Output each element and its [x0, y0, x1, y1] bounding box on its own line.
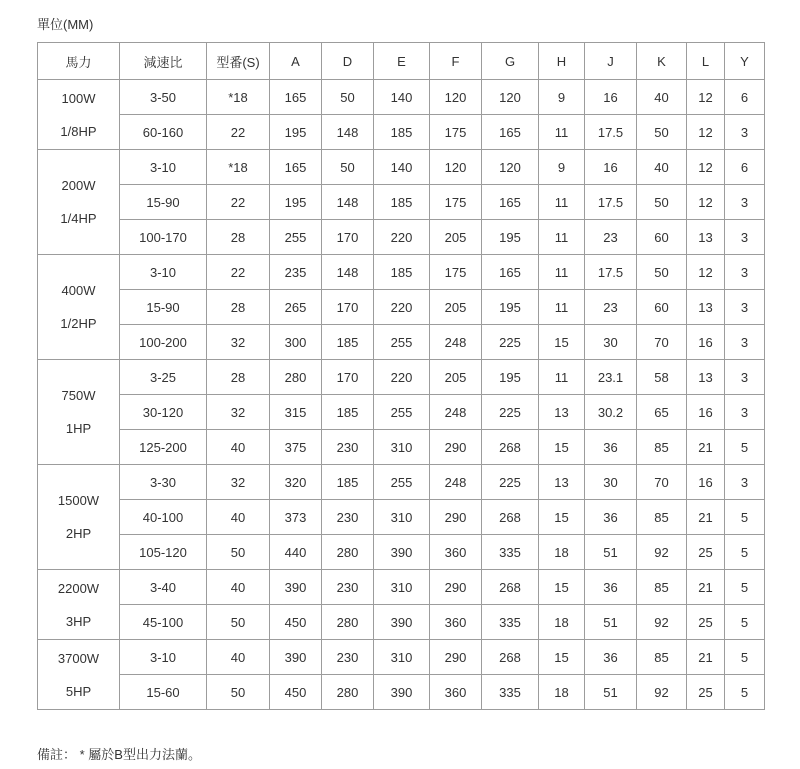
value-cell: 16 [687, 325, 725, 360]
table-row [38, 605, 765, 640]
value-cell: 85 [637, 500, 687, 535]
value-cell: 390 [374, 605, 430, 640]
power-line: 1HP [65, 421, 92, 436]
value-cell: 268 [482, 430, 539, 465]
value-cell: 13 [539, 395, 585, 430]
value-cell: 6 [725, 80, 765, 115]
value-cell: 3 [725, 255, 765, 290]
value-cell: 310 [374, 500, 430, 535]
value-cell: 36 [585, 430, 637, 465]
value-cell: 140 [374, 150, 430, 185]
value-cell: 9 [539, 80, 585, 115]
ratio-cell: 3-10 [120, 640, 207, 675]
ratio-cell: 15-90 [120, 290, 207, 325]
value-cell: 360 [430, 535, 482, 570]
value-cell: 120 [430, 150, 482, 185]
value-cell: 92 [637, 675, 687, 710]
ratio-cell: 30-120 [120, 395, 207, 430]
value-cell: 280 [322, 605, 374, 640]
value-cell: 60 [637, 290, 687, 325]
value-cell: 15 [539, 640, 585, 675]
value-cell: 36 [585, 640, 637, 675]
value-cell: 40 [207, 500, 270, 535]
value-cell: 225 [482, 395, 539, 430]
value-cell: 120 [482, 150, 539, 185]
value-cell: 120 [430, 80, 482, 115]
ratio-cell: 3-50 [120, 80, 207, 115]
table-row [38, 465, 765, 500]
value-cell: 3 [725, 220, 765, 255]
value-cell: 195 [482, 220, 539, 255]
value-cell: 230 [322, 500, 374, 535]
value-cell: 6 [725, 150, 765, 185]
value-cell: 280 [270, 360, 322, 395]
value-cell: 92 [637, 535, 687, 570]
value-cell: 175 [430, 185, 482, 220]
value-cell: 70 [637, 325, 687, 360]
value-cell: 3 [725, 465, 765, 500]
column-header-1: 減速比 [120, 43, 207, 80]
value-cell: 9 [539, 150, 585, 185]
power-line: 3HP [65, 613, 92, 629]
value-cell: 51 [585, 675, 637, 710]
value-cell: 51 [585, 535, 637, 570]
value-cell: 51 [585, 605, 637, 640]
ratio-cell: 3-10 [120, 150, 207, 185]
value-cell: 165 [482, 115, 539, 150]
value-cell: 195 [482, 360, 539, 395]
value-cell: 11 [539, 185, 585, 220]
table-row [38, 395, 765, 430]
value-cell: 12 [687, 185, 725, 220]
column-header-8: H [539, 43, 585, 80]
value-cell: 255 [374, 325, 430, 360]
value-cell: 16 [585, 150, 637, 185]
value-cell: 30.2 [585, 395, 637, 430]
spec-table [37, 42, 765, 710]
value-cell: 360 [430, 675, 482, 710]
value-cell: 335 [482, 535, 539, 570]
value-cell: 23 [585, 220, 637, 255]
value-cell: 28 [207, 360, 270, 395]
value-cell: 22 [207, 255, 270, 290]
ratio-cell: 3-40 [120, 570, 207, 605]
value-cell: 335 [482, 675, 539, 710]
value-cell: 3 [725, 115, 765, 150]
value-cell: 220 [374, 360, 430, 395]
column-header-0: 馬力 [38, 43, 120, 80]
table-row [38, 80, 765, 115]
value-cell: 21 [687, 500, 725, 535]
value-cell: 175 [430, 255, 482, 290]
value-cell: 255 [270, 220, 322, 255]
value-cell: 300 [270, 325, 322, 360]
value-cell: 13 [687, 360, 725, 395]
value-cell: 17.5 [585, 185, 637, 220]
value-cell: 3 [725, 395, 765, 430]
value-cell: 16 [585, 80, 637, 115]
value-cell: 50 [207, 605, 270, 640]
value-cell: 50 [322, 150, 374, 185]
value-cell: 170 [322, 360, 374, 395]
value-cell: 280 [322, 535, 374, 570]
ratio-cell: 40-100 [120, 500, 207, 535]
value-cell: 18 [539, 535, 585, 570]
value-cell: 16 [687, 395, 725, 430]
value-cell: 195 [270, 185, 322, 220]
value-cell: 268 [482, 500, 539, 535]
value-cell: 225 [482, 325, 539, 360]
footnote: 備註： * 屬於B型出力法蘭。 [37, 747, 201, 762]
value-cell: 85 [637, 570, 687, 605]
value-cell: 148 [322, 115, 374, 150]
ratio-cell: 125-200 [120, 430, 207, 465]
power-line: 1/2HP [60, 316, 97, 331]
value-cell: 21 [687, 430, 725, 465]
value-cell: 3 [725, 325, 765, 360]
value-cell: 320 [270, 465, 322, 500]
value-cell: 32 [207, 395, 270, 430]
table-row [38, 570, 765, 605]
value-cell: 18 [539, 675, 585, 710]
value-cell: 21 [687, 640, 725, 675]
value-cell: 5 [725, 640, 765, 675]
column-header-9: J [585, 43, 637, 80]
column-header-2: 型番(S) [207, 43, 270, 80]
value-cell: 315 [270, 395, 322, 430]
table-row [38, 115, 765, 150]
table-row [38, 360, 765, 395]
column-header-4: D [322, 43, 374, 80]
value-cell: 170 [322, 290, 374, 325]
power-cell [38, 360, 120, 465]
value-cell: 58 [637, 360, 687, 395]
value-cell: 50 [322, 80, 374, 115]
value-cell: 230 [322, 430, 374, 465]
value-cell: 5 [725, 675, 765, 710]
value-cell: 5 [725, 570, 765, 605]
ratio-cell: 15-60 [120, 675, 207, 710]
value-cell: 16 [687, 465, 725, 500]
value-cell: 17.5 [585, 255, 637, 290]
value-cell: *18 [207, 150, 270, 185]
value-cell: 23.1 [585, 360, 637, 395]
column-header-10: K [637, 43, 687, 80]
value-cell: 50 [637, 255, 687, 290]
value-cell: 5 [725, 500, 765, 535]
table-row [38, 430, 765, 465]
value-cell: 255 [374, 465, 430, 500]
value-cell: 220 [374, 220, 430, 255]
ratio-cell: 45-100 [120, 605, 207, 640]
value-cell: 28 [207, 290, 270, 325]
value-cell: 28 [207, 220, 270, 255]
value-cell: 390 [374, 535, 430, 570]
value-cell: 230 [322, 570, 374, 605]
value-cell: 165 [270, 150, 322, 185]
value-cell: 30 [585, 465, 637, 500]
value-cell: 268 [482, 570, 539, 605]
value-cell: 5 [725, 430, 765, 465]
value-cell: 205 [430, 290, 482, 325]
header-row [38, 43, 765, 80]
column-header-6: F [430, 43, 482, 80]
power-line: 1/8HP [60, 123, 97, 139]
value-cell: 13 [687, 220, 725, 255]
value-cell: 12 [687, 150, 725, 185]
value-cell: 21 [687, 570, 725, 605]
value-cell: 225 [482, 465, 539, 500]
power-cell [38, 640, 120, 710]
value-cell: 36 [585, 570, 637, 605]
ratio-cell: 3-25 [120, 360, 207, 395]
ratio-cell: 3-10 [120, 255, 207, 290]
value-cell: 15 [539, 430, 585, 465]
value-cell: 248 [430, 325, 482, 360]
value-cell: 50 [637, 185, 687, 220]
table-row [38, 640, 765, 675]
value-cell: 15 [539, 570, 585, 605]
value-cell: 15 [539, 325, 585, 360]
power-line: 5HP [65, 683, 92, 699]
value-cell: 3 [725, 360, 765, 395]
value-cell: 280 [322, 675, 374, 710]
value-cell: 185 [374, 115, 430, 150]
value-cell: 335 [482, 605, 539, 640]
value-cell: 220 [374, 290, 430, 325]
column-header-12: Y [725, 43, 765, 80]
power-line: 1/4HP [60, 211, 97, 226]
value-cell: 140 [374, 80, 430, 115]
value-cell: 230 [322, 640, 374, 675]
value-cell: 12 [687, 115, 725, 150]
ratio-cell: 100-200 [120, 325, 207, 360]
value-cell: 11 [539, 290, 585, 325]
value-cell: 5 [725, 535, 765, 570]
value-cell: 310 [374, 570, 430, 605]
value-cell: 23 [585, 290, 637, 325]
ratio-cell: 100-170 [120, 220, 207, 255]
value-cell: 5 [725, 605, 765, 640]
value-cell: 255 [374, 395, 430, 430]
value-cell: 205 [430, 220, 482, 255]
power-line: 400W [61, 283, 96, 298]
value-cell: 36 [585, 500, 637, 535]
value-cell: 32 [207, 465, 270, 500]
value-cell: 148 [322, 255, 374, 290]
value-cell: 12 [687, 80, 725, 115]
table-row [38, 185, 765, 220]
value-cell: 175 [430, 115, 482, 150]
value-cell: 185 [322, 465, 374, 500]
value-cell: 50 [207, 535, 270, 570]
value-cell: 375 [270, 430, 322, 465]
column-header-3: A [270, 43, 322, 80]
ratio-cell: 15-90 [120, 185, 207, 220]
power-line: 2200W [57, 580, 100, 596]
value-cell: 290 [430, 430, 482, 465]
value-cell: 450 [270, 605, 322, 640]
ratio-cell: 60-160 [120, 115, 207, 150]
power-cell [38, 255, 120, 360]
value-cell: 310 [374, 640, 430, 675]
table-row [38, 255, 765, 290]
value-cell: 15 [539, 500, 585, 535]
value-cell: 185 [322, 395, 374, 430]
table-row [38, 220, 765, 255]
value-cell: 373 [270, 500, 322, 535]
value-cell: 25 [687, 535, 725, 570]
value-cell: 290 [430, 640, 482, 675]
value-cell: 3 [725, 185, 765, 220]
table-row [38, 150, 765, 185]
value-cell: 65 [637, 395, 687, 430]
value-cell: *18 [207, 80, 270, 115]
value-cell: 205 [430, 360, 482, 395]
value-cell: 165 [270, 80, 322, 115]
ratio-cell: 105-120 [120, 535, 207, 570]
power-line: 200W [61, 178, 96, 193]
table-row [38, 675, 765, 710]
value-cell: 85 [637, 640, 687, 675]
value-cell: 360 [430, 605, 482, 640]
value-cell: 290 [430, 500, 482, 535]
value-cell: 92 [637, 605, 687, 640]
value-cell: 50 [207, 675, 270, 710]
ratio-cell: 3-30 [120, 465, 207, 500]
power-line: 100W [61, 90, 96, 106]
value-cell: 235 [270, 255, 322, 290]
power-cell [38, 570, 120, 640]
value-cell: 165 [482, 255, 539, 290]
value-cell: 25 [687, 605, 725, 640]
value-cell: 390 [270, 640, 322, 675]
value-cell: 170 [322, 220, 374, 255]
value-cell: 40 [207, 570, 270, 605]
value-cell: 17.5 [585, 115, 637, 150]
value-cell: 30 [585, 325, 637, 360]
value-cell: 11 [539, 360, 585, 395]
power-cell [38, 465, 120, 570]
value-cell: 148 [322, 185, 374, 220]
power-line: 2HP [65, 526, 92, 541]
value-cell: 32 [207, 325, 270, 360]
value-cell: 13 [539, 465, 585, 500]
value-cell: 12 [687, 255, 725, 290]
power-line: 1500W [57, 493, 100, 508]
value-cell: 165 [482, 185, 539, 220]
value-cell: 22 [207, 185, 270, 220]
value-cell: 310 [374, 430, 430, 465]
value-cell: 3 [725, 290, 765, 325]
value-cell: 450 [270, 675, 322, 710]
power-cell [38, 80, 120, 150]
value-cell: 195 [270, 115, 322, 150]
value-cell: 40 [637, 150, 687, 185]
column-header-5: E [374, 43, 430, 80]
value-cell: 248 [430, 465, 482, 500]
column-header-7: G [482, 43, 539, 80]
value-cell: 22 [207, 115, 270, 150]
value-cell: 120 [482, 80, 539, 115]
value-cell: 185 [322, 325, 374, 360]
value-cell: 40 [207, 430, 270, 465]
value-cell: 195 [482, 290, 539, 325]
value-cell: 185 [374, 185, 430, 220]
value-cell: 440 [270, 535, 322, 570]
value-cell: 18 [539, 605, 585, 640]
unit-label: 單位(MM) [37, 17, 94, 32]
value-cell: 60 [637, 220, 687, 255]
value-cell: 13 [687, 290, 725, 325]
table-row [38, 290, 765, 325]
table-row [38, 500, 765, 535]
value-cell: 290 [430, 570, 482, 605]
power-line: 750W [61, 388, 96, 403]
value-cell: 40 [207, 640, 270, 675]
value-cell: 85 [637, 430, 687, 465]
value-cell: 11 [539, 220, 585, 255]
value-cell: 70 [637, 465, 687, 500]
power-cell [38, 150, 120, 255]
value-cell: 11 [539, 115, 585, 150]
value-cell: 11 [539, 255, 585, 290]
value-cell: 390 [374, 675, 430, 710]
value-cell: 268 [482, 640, 539, 675]
column-header-11: L [687, 43, 725, 80]
value-cell: 248 [430, 395, 482, 430]
table-row [38, 325, 765, 360]
value-cell: 265 [270, 290, 322, 325]
power-line: 3700W [57, 650, 100, 666]
value-cell: 185 [374, 255, 430, 290]
value-cell: 25 [687, 675, 725, 710]
value-cell: 40 [637, 80, 687, 115]
value-cell: 50 [637, 115, 687, 150]
table-row [38, 535, 765, 570]
value-cell: 390 [270, 570, 322, 605]
